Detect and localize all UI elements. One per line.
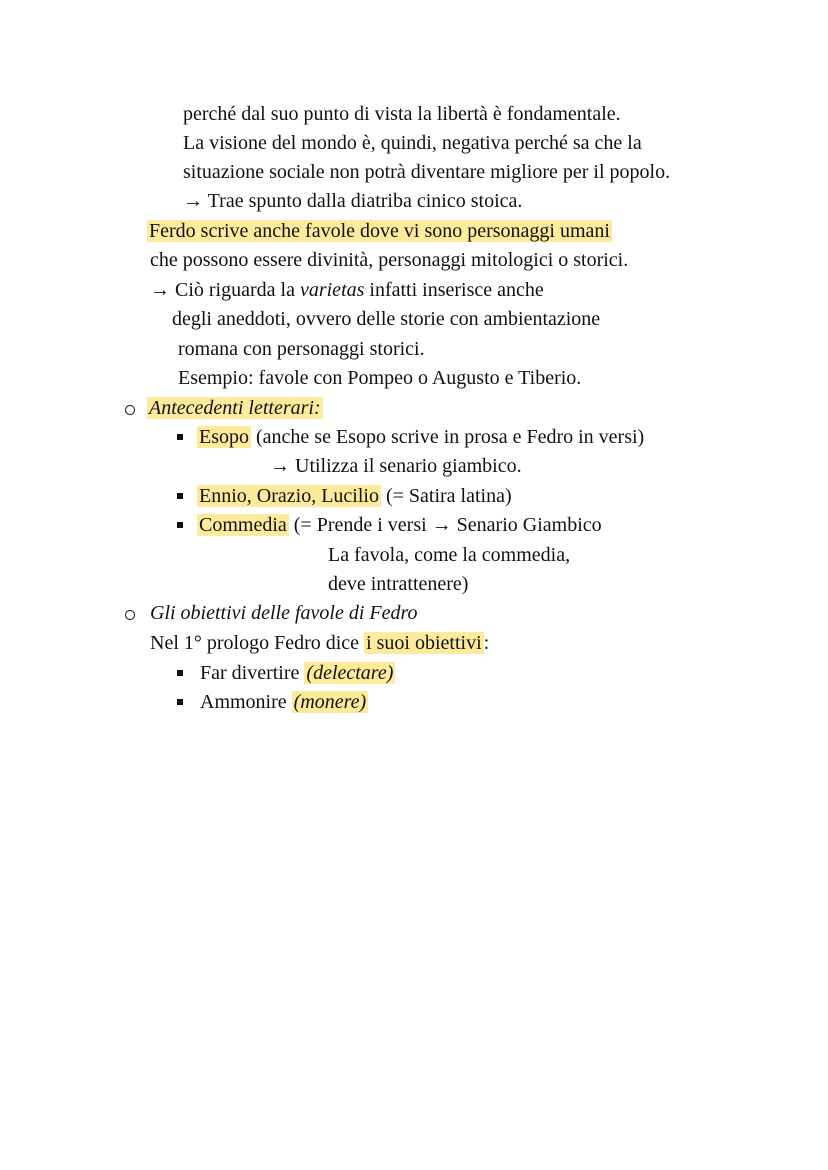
highlight: Ennio, Orazio, Lucilio — [199, 485, 379, 507]
text-span: → Ciò riguarda la — [150, 279, 300, 301]
text-line: degli aneddoti, ovvero delle storie con ambientazione — [172, 308, 601, 330]
favole-highlight-line — [147, 219, 612, 243]
text-span: (= Satira latina) — [380, 485, 512, 507]
antecedenti-heading — [147, 396, 323, 420]
text-span: (= Prende i versi → Senario Giambico — [288, 514, 602, 536]
arrow-line: → Utilizza il senario giambico. — [270, 455, 522, 477]
text-line: romana con personaggi storici. — [178, 338, 425, 360]
text-span: Nel 1° prologo Fedro dice — [150, 632, 365, 654]
italic-heading: Gli obiettivi delle favole di Fedro — [150, 602, 418, 624]
text-span: : — [483, 632, 490, 654]
square-bullet-icon — [177, 493, 183, 499]
text-line: che possono essere divinità, personaggi mitologici o storici. — [150, 249, 629, 271]
square-bullet-icon — [177, 699, 183, 705]
esopo-item — [197, 425, 644, 449]
obiettivi-intro — [150, 631, 489, 655]
highlight: Antecedenti letterari: — [149, 397, 321, 419]
varietas-line — [150, 278, 544, 302]
square-bullet-icon — [177, 522, 183, 528]
obiettivo-item — [200, 661, 395, 685]
text-span: Far divertire — [200, 662, 305, 684]
highlight: Commedia — [199, 514, 287, 536]
square-bullet-icon — [177, 434, 183, 440]
commedia-item — [197, 513, 602, 537]
text-line: situazione sociale non potrà diventare migliore per il popolo. — [183, 161, 671, 183]
highlight: i suoi obiettivi — [366, 632, 482, 654]
text-line: La favola, come la commedia, — [328, 544, 571, 566]
square-bullet-icon — [177, 670, 183, 676]
text-line: perché dal suo punto di vista la libertà è fondamentale. — [183, 103, 621, 125]
circle-bullet-icon — [125, 405, 135, 415]
text-span: (anche se Esopo scrive in prosa e Fedro in versi) — [251, 426, 645, 448]
highlight: (delectare) — [306, 662, 394, 684]
obiettivi-heading — [150, 601, 418, 625]
text-line: deve intrattenere) — [328, 573, 469, 595]
highlight: Esopo — [199, 426, 249, 448]
text-span: Ammonire — [200, 691, 292, 713]
italic-term: varietas — [299, 279, 365, 301]
ennio-item — [197, 484, 512, 508]
text-line: Esempio: favole con Pompeo o Augusto e Tiberio. — [178, 367, 582, 389]
highlight: Ferdo scrive anche favole dove vi sono personaggi umani — [149, 220, 610, 242]
circle-bullet-icon — [125, 610, 135, 620]
obiettivo-item — [200, 690, 368, 714]
arrow-line: → Trae spunto dalla diatriba cinico stoica. — [183, 190, 523, 212]
highlight: (monere) — [293, 691, 367, 713]
text-line: La visione del mondo è, quindi, negativa perché sa che la — [183, 132, 642, 154]
text-span: infatti inserisce anche — [364, 279, 544, 301]
